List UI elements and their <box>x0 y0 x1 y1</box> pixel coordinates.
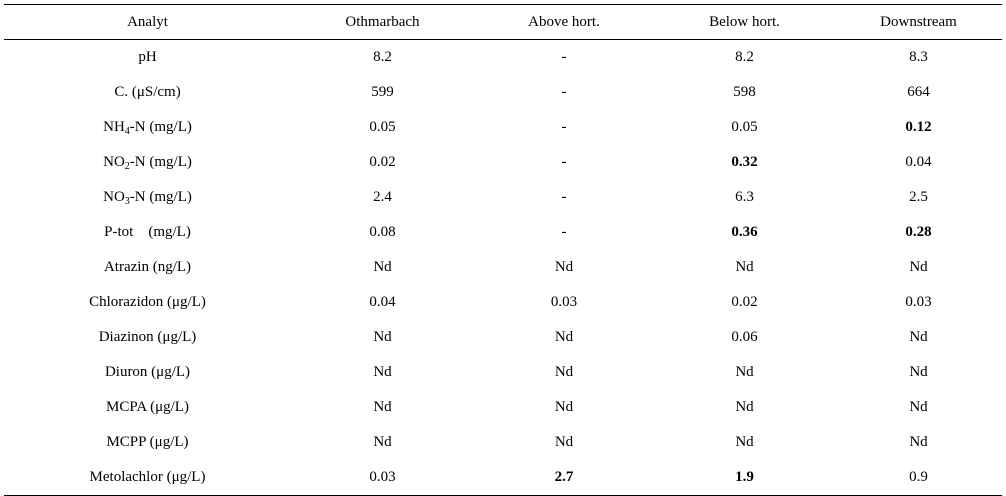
analyte-subscript: 3 <box>124 196 130 207</box>
header-above-hort: Above hort. <box>528 13 600 30</box>
table-row <box>4 215 1002 250</box>
value-cell-below-hort: 0.36 <box>731 224 758 240</box>
value-cell-below-hort: 0.32 <box>731 154 758 170</box>
table-row <box>4 390 1002 425</box>
value-cell-below-hort: Nd <box>735 259 754 275</box>
value-cell-downstream: 8.3 <box>909 49 928 65</box>
value-cell-downstream: 0.03 <box>905 294 932 310</box>
value-cell-above-hort: 0.03 <box>550 294 578 310</box>
analyte-name: NO <box>103 154 125 170</box>
analyte-cell <box>4 215 291 250</box>
table-row <box>4 285 1002 320</box>
value-cell-above-hort: - <box>561 189 567 205</box>
analyte-cell <box>4 355 291 390</box>
value-cell-othmarbach: 2.4 <box>373 189 392 205</box>
analyte-name: P-tot (mg/L) <box>104 224 191 240</box>
analyte-cell <box>4 75 291 110</box>
table-row <box>4 460 1002 496</box>
value-cell-above-hort: Nd <box>554 434 574 450</box>
value-cell-downstream: Nd <box>909 259 928 275</box>
analyte-cell <box>4 110 291 145</box>
value-cell-above-hort: - <box>561 119 567 135</box>
header-othmarbach: Othmarbach <box>345 13 420 30</box>
analyte-name: MCPP (μg/L) <box>106 434 189 450</box>
value-cell-below-hort: Nd <box>735 434 754 450</box>
analyte-cell <box>4 320 291 355</box>
value-cell-othmarbach: Nd <box>373 364 392 380</box>
value-cell-downstream: 0.04 <box>905 154 932 170</box>
table-row <box>4 110 1002 145</box>
value-cell-othmarbach: 0.03 <box>369 469 396 485</box>
analyte-subscript: 4 <box>124 126 130 137</box>
header-row <box>4 5 1002 40</box>
analyte-name: Diazinon (μg/L) <box>98 329 197 345</box>
table-header <box>4 5 1002 40</box>
value-cell-below-hort: 0.06 <box>731 329 758 345</box>
table-row <box>4 355 1002 390</box>
analyte-name: NH <box>103 119 125 135</box>
analyte-name: Metolachlor (μg/L) <box>89 469 206 485</box>
value-cell-othmarbach: 599 <box>371 84 394 100</box>
value-cell-othmarbach: Nd <box>373 329 392 345</box>
value-cell-below-hort: 1.9 <box>735 469 754 485</box>
analyte-unit: -N (mg/L) <box>129 154 192 170</box>
value-cell-downstream: Nd <box>909 364 928 380</box>
analyte-cell <box>4 145 291 180</box>
analyte-subscript: 2 <box>124 161 130 172</box>
value-cell-downstream: 0.12 <box>905 119 932 135</box>
analyte-name: MCPA (μg/L) <box>106 399 189 415</box>
value-cell-downstream: 664 <box>907 84 930 100</box>
value-cell-above-hort: - <box>561 154 567 170</box>
value-cell-below-hort: 598 <box>733 84 756 100</box>
value-cell-othmarbach: Nd <box>373 259 392 275</box>
value-cell-below-hort: Nd <box>735 364 754 380</box>
value-cell-below-hort: 0.02 <box>731 294 758 310</box>
value-cell-othmarbach: 0.08 <box>369 224 396 240</box>
table-row <box>4 425 1002 460</box>
analyte-cell <box>4 250 291 285</box>
value-cell-above-hort: Nd <box>554 364 574 380</box>
analyte-cell <box>4 285 291 320</box>
table-row <box>4 145 1002 180</box>
header-below-hort: Below hort. <box>709 13 780 30</box>
value-cell-above-hort: 2.7 <box>554 469 574 485</box>
value-cell-downstream: 0.9 <box>909 469 928 485</box>
value-cell-above-hort: - <box>561 224 567 240</box>
table-row <box>4 40 1002 76</box>
value-cell-downstream: Nd <box>909 399 928 415</box>
value-cell-othmarbach: 8.2 <box>373 49 392 65</box>
data-table-container <box>4 4 1002 496</box>
analyte-name: pH <box>138 49 157 65</box>
value-cell-above-hort: - <box>561 49 567 65</box>
analyte-name: C. (μS/cm) <box>114 84 181 100</box>
analyte-name: Chlorazidon (μg/L) <box>89 294 206 310</box>
table-row <box>4 180 1002 215</box>
value-cell-othmarbach: Nd <box>373 399 392 415</box>
value-cell-below-hort: 0.05 <box>731 119 758 135</box>
value-cell-downstream: 0.28 <box>905 224 932 240</box>
value-cell-above-hort: Nd <box>554 259 574 275</box>
value-cell-below-hort: 8.2 <box>735 49 754 65</box>
table-row <box>4 250 1002 285</box>
value-cell-above-hort: Nd <box>554 329 574 345</box>
value-cell-above-hort: Nd <box>554 399 574 415</box>
analyte-name: Atrazin (ng/L) <box>103 259 192 275</box>
value-cell-othmarbach: 0.04 <box>369 294 396 310</box>
value-cell-othmarbach: 0.02 <box>369 154 396 170</box>
analyte-cell <box>4 390 291 425</box>
analyte-cell <box>4 40 291 76</box>
value-cell-downstream: 2.5 <box>909 189 928 205</box>
table-row <box>4 320 1002 355</box>
analyte-cell <box>4 180 291 215</box>
analyte-name: Diuron (μg/L) <box>104 364 191 380</box>
value-cell-othmarbach: 0.05 <box>369 119 396 135</box>
value-cell-below-hort: Nd <box>735 399 754 415</box>
value-cell-othmarbach: Nd <box>373 434 392 450</box>
header-analyt: Analyt <box>127 13 168 30</box>
table-body <box>4 40 1002 496</box>
value-cell-downstream: Nd <box>909 329 928 345</box>
table-row <box>4 75 1002 110</box>
value-cell-downstream: Nd <box>909 434 928 450</box>
value-cell-below-hort: 6.3 <box>735 189 754 205</box>
analyte-cell <box>4 425 291 460</box>
analyte-unit: -N (mg/L) <box>129 119 192 135</box>
water-quality-table <box>4 4 1002 496</box>
header-downstream: Downstream <box>880 13 957 30</box>
value-cell-above-hort: - <box>561 84 567 100</box>
analyte-cell <box>4 460 291 496</box>
analyte-name: NO <box>103 189 125 205</box>
analyte-unit: -N (mg/L) <box>129 189 192 205</box>
